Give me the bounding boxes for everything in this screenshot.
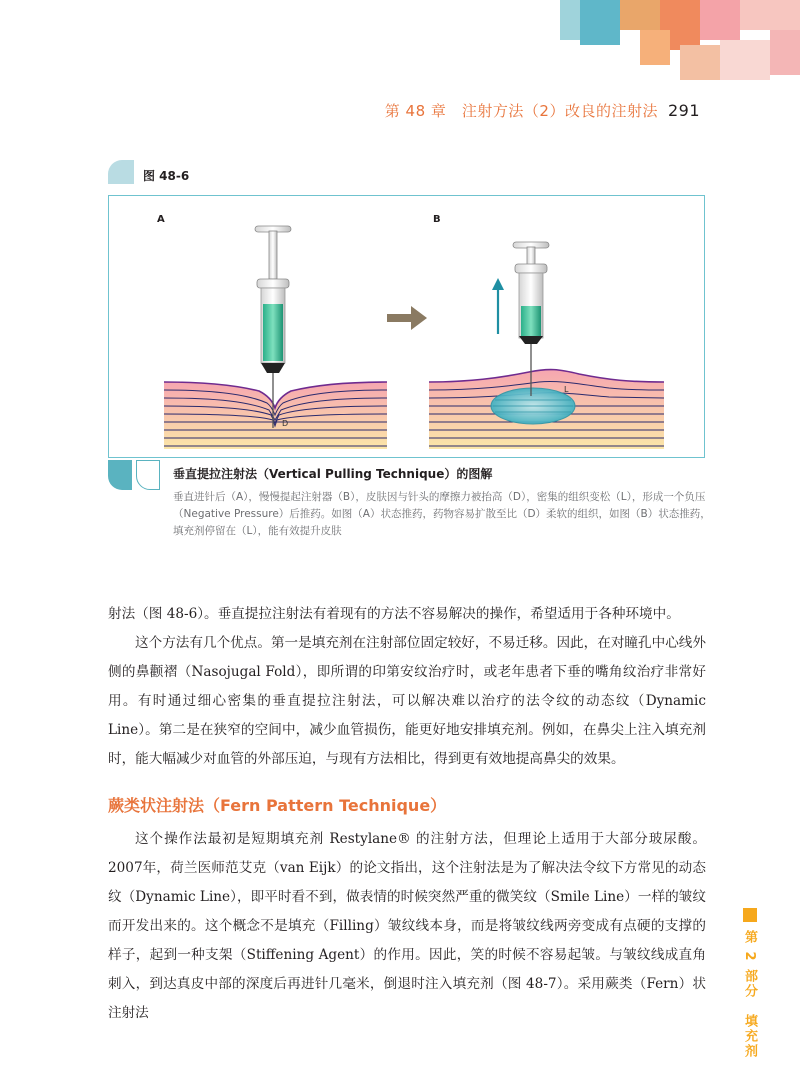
caption-text: 垂直进针后（A），慢慢提起注射器（B），皮肤因与针头的摩擦力被抬高（D），密集的组织变松（L），形成一个负压（Negative Pressure）后推药。如图（A）状态推药，药物容易扩散至比（D）柔软的组织，如图（B）状态推药，填充剂停留在（L），能有效提升皮肤 (173, 491, 711, 537)
caption-title: 垂直提拉注射法（Vertical Pulling Technique）的图解 (173, 467, 493, 481)
chapter-title: 第 48 章 注射方法（2）改良的注射法 (384, 102, 658, 120)
body-text-bottom (108, 825, 706, 1028)
panel-b-label: B (433, 214, 441, 225)
caption-icon-outline (136, 460, 160, 490)
skin-layers-b (429, 370, 664, 449)
right-arrow-icon (387, 306, 427, 330)
running-header (385, 100, 700, 121)
panel-a-label: A (157, 214, 165, 225)
figure-box (108, 195, 705, 458)
figure-tab (108, 160, 134, 184)
caption-icon-filled (108, 460, 132, 490)
paragraph-3: 这个操作法最初是短期填充剂 Restylane® 的注射方法，但理论上适用于大部分玻尿酸。2007年，荷兰医师范艾克（van Eijk）的论文指出，这个注射法是为了解决法令纹下方常见的动态纹（Dynamic Line），即平时看不到，做表情的时候突然严重的微笑纹（Smile Line）一样的皱纹而开发出来的。这个概念不是填充（Filling）皱纹线本身，而是将皱纹线两旁变成有点硬的支撑的样子，起到一种支架（Stiffening Agent）的作用。因此，笑的时候不容易起皱。与皱纹线成直角刺入，到达真皮中部的深度后再进针几毫米，倒退时注入填充剂（图 48-7）。采用蕨类（Fern）状注射法 (108, 831, 706, 1021)
figure-illustration (109, 196, 704, 457)
section-heading: 蕨类状注射法（Fern Pattern Technique） (108, 796, 447, 815)
figure-label: 图 48-6 (143, 169, 190, 183)
page-number: 291 (667, 101, 700, 120)
up-arrow-icon (492, 278, 504, 334)
skin-layers-a (164, 382, 387, 449)
side-tab-label: 第 2 部分 填充剂 (742, 930, 757, 1060)
decorative-mosaic (560, 0, 800, 90)
paragraph-2: 这个方法有几个优点。第一是填充剂在注射部位固定较好，不易迁移。因此，在对瞳孔中心线外侧的鼻颧褶（Nasojugal Fold），即所谓的印第安纹治疗时，或老年患者下垂的嘴角纹治疗非常好用。有时通过细心密集的垂直提拉注射法，可以解决难以治疗的法令纹的动态纹（Dynamic Line）。第二是在狭窄的空间中，减少血管损伤，能更好地安排填充剂。例如，在鼻尖上注入填充剂时，能大幅减少对血管的外部压迫，与现有方法相比，得到更有效地提高鼻尖的效果。 (108, 635, 706, 767)
label-l: L (564, 385, 569, 394)
label-d: D (282, 419, 289, 428)
paragraph-1: 射法（图 48-6）。垂直提拉注射法有着现有的方法不容易解决的操作，希望适用于各种环境中。 (108, 606, 680, 622)
side-tab-marker (743, 908, 757, 922)
body-text-top (108, 600, 706, 774)
